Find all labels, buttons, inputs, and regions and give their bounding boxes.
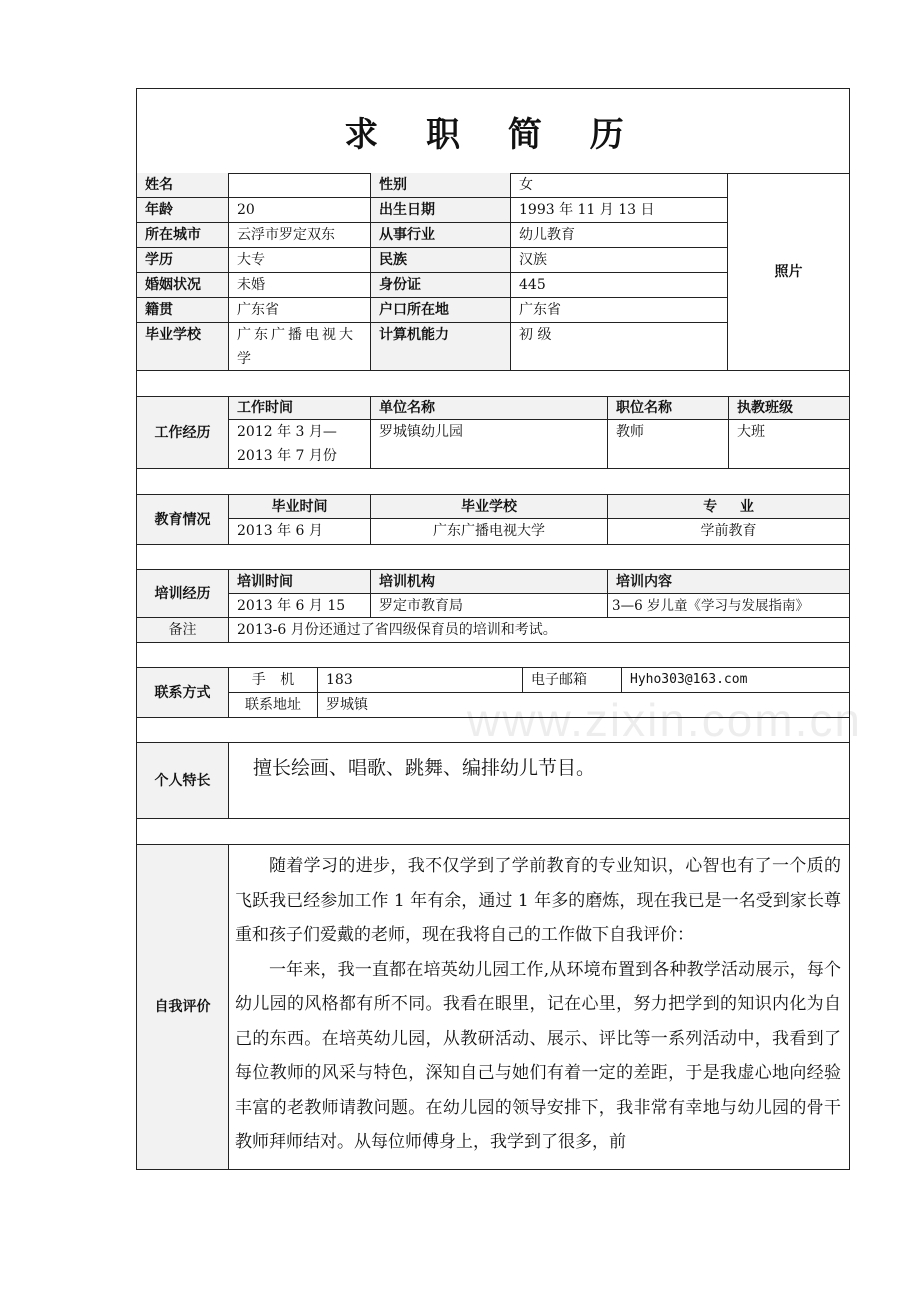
computer-value: 初 级	[511, 323, 728, 371]
city-label: 所在城市	[137, 223, 229, 248]
self-eval-section-label: 自我评价	[137, 845, 229, 1169]
age-value: 20	[229, 198, 371, 223]
origin-label: 籍贯	[137, 298, 229, 323]
training-header-content: 培训内容	[608, 570, 849, 594]
work-position: 教师	[608, 420, 729, 469]
specialty-section-label: 个人特长	[137, 743, 229, 819]
phone-value: 183	[318, 668, 523, 693]
work-section-label: 工作经历	[137, 397, 229, 469]
marital-value: 未婚	[229, 273, 371, 298]
school-label: 毕业学校	[137, 323, 229, 371]
hukou-label: 户口所在地	[371, 298, 511, 323]
gender-label: 性别	[371, 173, 511, 198]
phone-label: 手 机	[229, 668, 318, 693]
work-header-class: 执教班级	[729, 397, 849, 420]
spacer-row	[137, 469, 849, 495]
note-text: 2013-6 月份还通过了省四级保育员的培训和考试。	[229, 618, 849, 643]
work-header-time: 工作时间	[229, 397, 371, 420]
education-major: 学前教育	[608, 519, 849, 545]
training-section-label: 培训经历	[137, 570, 229, 618]
edu-value: 大专	[229, 248, 371, 273]
spacer-row	[137, 718, 849, 743]
edu-label: 学历	[137, 248, 229, 273]
work-unit: 罗城镇幼儿园	[371, 420, 608, 469]
education-header-time: 毕业时间	[229, 495, 371, 519]
training-org: 罗定市教育局	[371, 594, 608, 618]
marital-label: 婚姻状况	[137, 273, 229, 298]
resume-page	[136, 88, 862, 1170]
industry-value: 幼儿教育	[511, 223, 728, 248]
work-header-position: 职位名称	[608, 397, 729, 420]
training-time: 2013 年 6 月 15	[229, 594, 371, 618]
page-title: 求 职 简 历	[137, 89, 849, 174]
contact-section-label: 联系方式	[137, 668, 229, 718]
self-eval-paragraph: 一年来，我一直都在培英幼儿园工作,从环境布置到各种教学活动展示，每个幼儿园的风格都有所不同。我看在眼里，记在心里，努力把学到的知识内化为自己的东西。在培英幼儿园，从教研活动、展示、评比等一系列活动中，我看到了每位教师的风采与特色，深知自己与她们有着一定的差距，于是我虚心地向经验丰富的老教师请教问题。在幼儿园的领导安排下，我非常有幸地与幼儿园的骨干教师拜师结对。从每位师傅身上，我学到了很多，前	[235, 959, 841, 1152]
work-time: 2012 年 3 月—2013 年 7 月份	[229, 420, 371, 469]
education-time: 2013 年 6 月	[229, 519, 371, 545]
age-label: 年龄	[137, 198, 229, 223]
ethnic-label: 民族	[371, 248, 511, 273]
address-value: 罗城镇	[318, 693, 849, 718]
specialty-text: 擅长绘画、唱歌、跳舞、编排幼儿节目。	[229, 743, 849, 819]
work-header-unit: 单位名称	[371, 397, 608, 420]
computer-label: 计算机能力	[371, 323, 511, 371]
id-label: 身份证	[371, 273, 511, 298]
watermark: www.zixin.com.cn	[467, 694, 862, 746]
school-value: 广东广播电视大学	[229, 323, 371, 371]
birth-value: 1993 年 11 月 13 日	[511, 198, 728, 223]
name-label: 姓名	[137, 173, 229, 198]
email-value: Hyho303@163.com	[622, 668, 849, 693]
city-value: 云浮市罗定双东	[229, 223, 371, 248]
education-header-major: 专 业	[608, 495, 849, 519]
birth-label: 出生日期	[371, 198, 511, 223]
education-school: 广东广播电视大学	[371, 519, 608, 545]
self-eval-text	[229, 845, 849, 1160]
training-header-time: 培训时间	[229, 570, 371, 594]
ethnic-value: 汉族	[511, 248, 728, 273]
training-content: 3—6 岁儿童《学习与发展指南》	[608, 594, 849, 618]
photo-placeholder: 照片	[728, 173, 849, 371]
id-value: 445	[511, 273, 728, 298]
spacer-row	[137, 371, 849, 397]
origin-value: 广东省	[229, 298, 371, 323]
education-header-school: 毕业学校	[371, 495, 608, 519]
spacer-row	[137, 819, 849, 845]
email-label: 电子邮箱	[523, 668, 622, 693]
gender-value: 女	[511, 173, 728, 198]
spacer-row	[137, 545, 849, 570]
address-label: 联系地址	[229, 693, 318, 718]
training-header-org: 培训机构	[371, 570, 608, 594]
note-label: 备注	[137, 618, 229, 643]
education-section-label: 教育情况	[137, 495, 229, 545]
name-value	[229, 173, 371, 198]
work-class: 大班	[729, 420, 849, 469]
spacer-row	[137, 643, 849, 668]
self-eval-paragraph: 随着学习的进步，我不仅学到了学前教育的专业知识，心智也有了一个质的飞跃我已经参加工作 1 年有余，通过 1 年多的磨炼，现在我已是一名受到家长尊重和孩子们爱戴的老师，现在我将自己的工作做下自我评价：	[235, 856, 841, 945]
industry-label: 从事行业	[371, 223, 511, 248]
hukou-value: 广东省	[511, 298, 728, 323]
